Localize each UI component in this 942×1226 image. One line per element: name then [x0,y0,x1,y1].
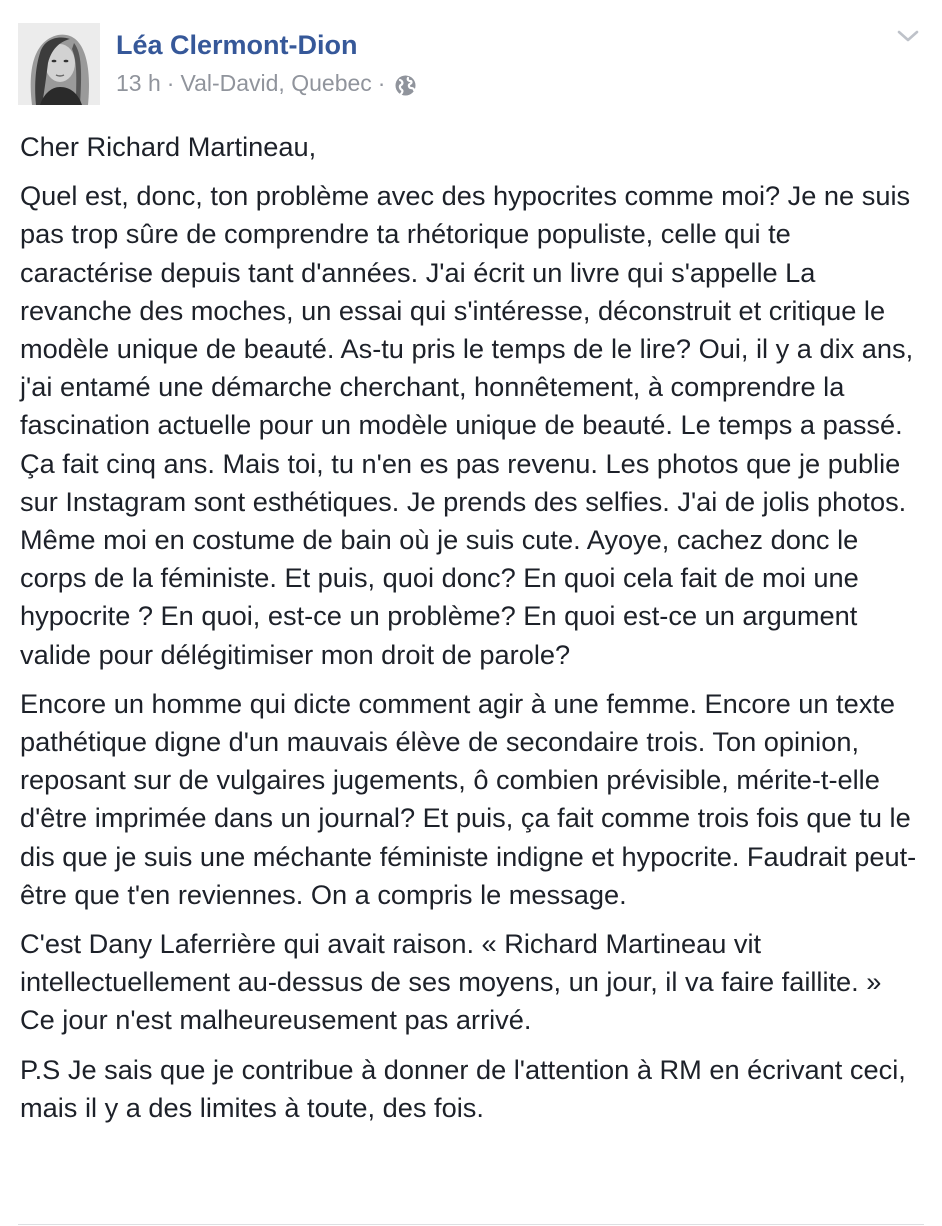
meta-separator: · [166,70,175,96]
post-body [20,128,920,1138]
post-paragraph: P.S Je sais que je contribue à donner de l'attention à RM en écrivant ceci, mais il y a des limites à toute, des fois. [20,1053,906,1123]
post-paragraph: C'est Dany Laferrière qui avait raison. « Richard Martineau vit intellectuellement au-dessus de ses moyens, un jour, il va faire faillite. » Ce jour n'est malheureusement pas arrivé. [20,928,882,1036]
post-location[interactable]: Val-David, Quebec [180,70,372,96]
post-meta [116,69,416,97]
post-paragraph: Cher Richard Martineau, [20,131,317,162]
post-timestamp[interactable]: 13 h [116,70,161,96]
post-paragraph: Encore un homme qui dicte comment agir à une femme. Encore un texte pathétique digne d'un mauvais élève de secondaire trois. Ton opinion, reposant sur de vulgaires jugements, ô combien prévisible, mérite-t-elle d'être imprimée dans un journal? Et puis, ça fait comme trois fois que tu le dis que je suis une méchante féministe indigne et hypocrite. Faudrait peut-être que t'en reviennes. On a compris le message. [20,687,917,910]
post-divider [18,1224,924,1225]
meta-separator: · [377,70,386,96]
author-name[interactable]: Léa Clermont-Dion [116,30,358,60]
post-header [18,23,924,105]
globe-icon[interactable] [395,74,416,95]
avatar[interactable] [18,23,100,105]
avatar-photo [18,23,100,105]
post-paragraph: Quel est, donc, ton problème avec des hypocrites comme moi? Je ne suis pas trop sûre de comprendre ta rhétorique populiste, celle qui te caractérise depuis tant d'années. J'ai écrit un livre qui s'appelle La revanche des moches, un essai qui s'intéresse, déconstruit et critique le modèle unique de beauté. As-tu pris le temps de le lire? Oui, il y a dix ans, j'ai entamé une démarche cherchant, honnêtement, à comprendre la fascination actuelle pour un modèle unique de beauté. Le temps a passé. Ça fait cinq ans. Mais toi, tu n'en es pas revenu. Les photos que je publie sur Instagram sont esthétiques. Je prends des selfies. J'ai de jolis photos. Même moi en costume de bain où je suis cute. Ayoye, cachez donc le corps de la féministe. Et puis, quoi donc? En quoi cela fait de moi une hypocrite ? En quoi, est-ce un problème? En quoi est-ce un argument valide pour délégitimiser mon droit de parole? [20,180,914,670]
chevron-down-icon[interactable] [896,27,920,45]
